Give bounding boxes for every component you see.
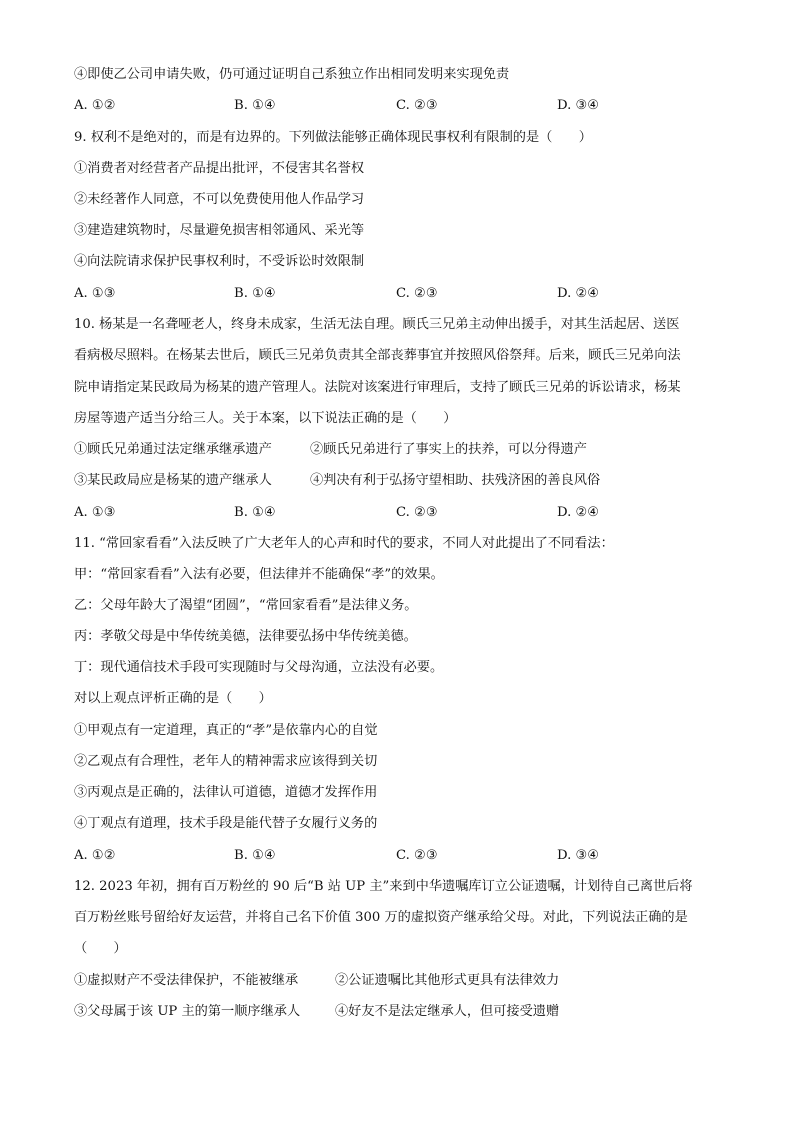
q9-statement-3: ③建造建筑物时，尽量避免损害相邻通风、采光等 <box>74 223 365 238</box>
q10-statement-4: ④判决有利于弘扬守望相助、扶残济困的善良风俗 <box>310 473 601 488</box>
q8-statement-4: ④即使乙公司申请失败，仍可通过证明自己系独立作出相同发明来实现免责 <box>74 67 510 82</box>
q12-stem-line-1: 12. 2023 年初，拥有百万粉丝的 90 后“B 站 UP 主”来到中华遗嘱库订立公证遗嘱，计划待自己离世后将 <box>74 879 693 894</box>
q11-statement-4: ④丁观点有道理，技术手段是能代替子女履行义务的 <box>74 816 378 831</box>
q8-option-b: B. ①④ <box>234 98 276 113</box>
q10-stem-line-1: 10. 杨某是一名聋哑老人，终身未成家，生活无法自理。顾氏三兄弟主动伸出援手，对其生活起居、送医 <box>74 317 680 332</box>
q8-option-d: D. ③④ <box>557 98 600 113</box>
q10-stem-line-4: 房屋等遗产适当分给三人。关于本案，以下说法正确的是（ ） <box>74 411 457 426</box>
q11-view-jia: 甲：“常回家看看”入法有必要，但法律并不能确保“孝”的效果。 <box>74 567 444 582</box>
q12-stem-line-3: （ ） <box>74 941 127 956</box>
q10-statement-2: ②顾氏兄弟进行了事实上的扶养，可以分得遗产 <box>310 442 587 457</box>
q12-statement-2: ②公证遗嘱比其他形式更具有法律效力 <box>335 973 560 988</box>
q11-statement-3: ③丙观点是正确的，法律认可道德，道德才发挥作用 <box>74 785 378 800</box>
q8-option-c: C. ②③ <box>396 98 438 113</box>
q11-option-a: A. ①② <box>74 848 116 863</box>
q10-option-d: D. ②④ <box>557 505 600 520</box>
q10-option-b: B. ①④ <box>234 505 276 520</box>
q10-statement-3: ③某民政局应是杨某的遗产继承人 <box>74 473 272 488</box>
q11-view-yi: 乙：父母年龄大了渴望“团圆”，“常回家看看”是法律义务。 <box>74 598 418 613</box>
q9-statement-2: ②未经著作人同意，不可以免费使用他人作品学习 <box>74 192 365 207</box>
q10-option-a: A. ①③ <box>74 505 116 520</box>
q11-option-c: C. ②③ <box>396 848 438 863</box>
q9-stem: 9. 权利不是绝对的，而是有边界的。下列做法能够正确体现民事权利有限制的是（ ） <box>74 130 592 145</box>
q12-statement-1: ①虚拟财产不受法律保护，不能被继承 <box>74 973 299 988</box>
q10-stem-line-2: 看病极尽照料。在杨某去世后，顾氏三兄弟负责其全部丧葬事宜并按照风俗祭拜。后来，顾氏三兄弟向法 <box>74 348 681 363</box>
q9-option-b: B. ①④ <box>234 286 276 301</box>
q10-option-c: C. ②③ <box>396 505 438 520</box>
q9-statement-1: ①消费者对经营者产品提出批评，不侵害其名誉权 <box>74 161 365 176</box>
q12-stem-line-2: 百万粉丝账号留给好友运营，并将自己名下价值 300 万的虚拟资产继承给父母。对此，下列说法正确的是 <box>74 910 688 925</box>
q11-question: 对以上观点评析正确的是（ ） <box>74 691 272 706</box>
q9-statement-4: ④向法院请求保护民事权利时，不受诉讼时效限制 <box>74 254 365 269</box>
q11-view-bing: 丙：孝敬父母是中华传统美德，法律要弘扬中华传统美德。 <box>74 629 417 644</box>
q12-statement-3: ③父母属于该 UP 主的第一顺序继承人 <box>74 1004 301 1019</box>
q10-stem-line-3: 院申请指定某民政局为杨某的遗产管理人。法院对该案进行审理后，支持了顾氏三兄弟的诉讼请求，杨某 <box>74 380 681 395</box>
q9-option-c: C. ②③ <box>396 286 438 301</box>
q11-statement-2: ②乙观点有合理性，老年人的精神需求应该得到关切 <box>74 754 378 769</box>
q9-option-a: A. ①③ <box>74 286 116 301</box>
q11-option-d: D. ③④ <box>557 848 600 863</box>
q9-option-d: D. ②④ <box>557 286 600 301</box>
q11-statement-1: ①甲观点有一定道理，真正的“孝”是依靠内心的自觉 <box>74 723 378 738</box>
q11-view-ding: 丁：现代通信技术手段可实现随时与父母沟通，立法没有必要。 <box>74 660 444 675</box>
q10-statement-1: ①顾氏兄弟通过法定继承继承遗产 <box>74 442 272 457</box>
q12-statement-4: ④好友不是法定继承人，但可接受遗赠 <box>335 1004 560 1019</box>
q11-stem: 11. “常回家看看”入法反映了广大老年人的心声和时代的要求，不同人对此提出了不同看法： <box>74 536 614 551</box>
q11-option-b: B. ①④ <box>234 848 276 863</box>
q8-option-a: A. ①② <box>74 98 116 113</box>
